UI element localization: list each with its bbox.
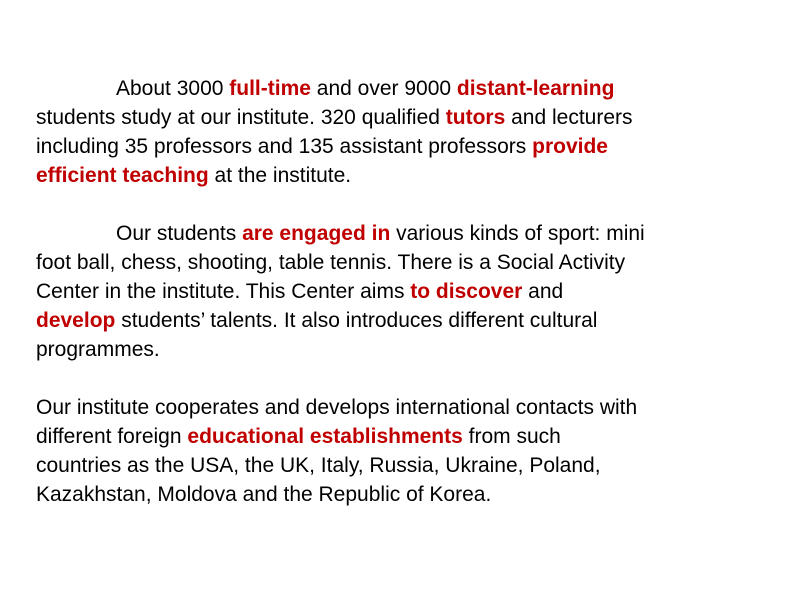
highlighted-term: distant-learning	[456, 77, 615, 100]
text-line	[36, 335, 764, 364]
text-run: and over 9000	[310, 77, 457, 100]
text-run: students’ talents. It also introduces different cultural	[115, 309, 598, 332]
text-line	[36, 74, 764, 103]
text-run: various kinds of sport: mini	[390, 222, 645, 245]
text-run: About 3000	[116, 77, 230, 100]
text-run: at the institute.	[208, 164, 352, 187]
text-line	[36, 103, 764, 132]
text-run: and	[522, 280, 564, 303]
text-line	[36, 451, 764, 480]
text-run: Our institute cooperates and develops international contacts with	[36, 396, 638, 419]
text-line	[36, 393, 764, 422]
slide-text-body	[36, 74, 764, 509]
text-line	[36, 161, 764, 190]
text-line	[36, 480, 764, 509]
text-line	[36, 306, 764, 335]
text-run: Kazakhstan, Moldova and the Republic of Korea.	[36, 483, 492, 506]
paragraph-international	[36, 393, 764, 509]
text-run: Center in the institute. This Center aims	[36, 280, 411, 303]
text-line	[36, 132, 764, 161]
paragraph-spacer	[36, 364, 764, 393]
text-line	[36, 277, 764, 306]
text-run: foot ball, chess, shooting, table tennis. There is a Social Activity	[36, 251, 626, 274]
highlighted-term: educational establishments	[187, 425, 463, 448]
paragraph-student-life	[36, 219, 764, 364]
text-run: programmes.	[36, 338, 160, 361]
highlighted-term: tutors	[445, 106, 506, 129]
highlighted-term: are engaged in	[242, 222, 391, 245]
text-run: different foreign	[36, 425, 188, 448]
text-run: students study at our institute. 320 qualified	[36, 106, 446, 129]
highlighted-term: efficient teaching	[36, 164, 209, 187]
text-run: from such	[462, 425, 561, 448]
highlighted-term: develop	[36, 309, 116, 332]
text-line	[36, 219, 764, 248]
text-run: and lecturers	[505, 106, 633, 129]
text-run: Our students	[116, 222, 243, 245]
text-line	[36, 248, 764, 277]
text-run: including 35 professors and 135 assistant professors	[36, 135, 533, 158]
paragraph-spacer	[36, 190, 764, 219]
highlighted-term: provide	[532, 135, 608, 158]
highlighted-term: full-time	[229, 77, 311, 100]
paragraph-enrollment	[36, 74, 764, 190]
text-line	[36, 422, 764, 451]
highlighted-term: to discover	[410, 280, 523, 303]
text-run: countries as the USA, the UK, Italy, Russia, Ukraine, Poland,	[36, 454, 601, 477]
